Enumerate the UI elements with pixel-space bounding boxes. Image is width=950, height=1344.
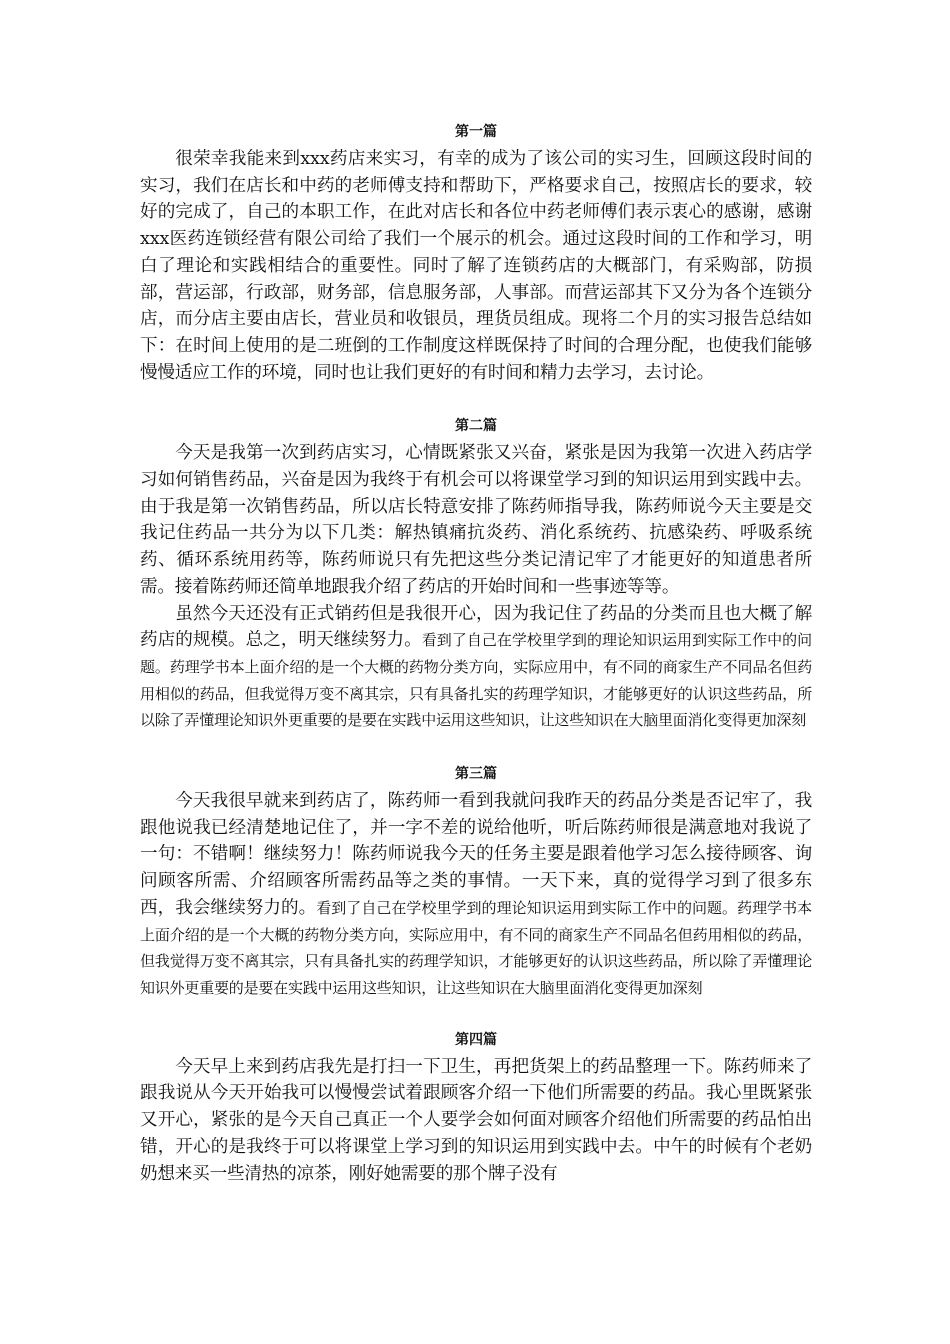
section-paragraph bbox=[140, 440, 812, 600]
section-3 bbox=[140, 760, 812, 1002]
section-title: 第四篇 bbox=[455, 1031, 497, 1048]
document-page bbox=[140, 118, 812, 1187]
section-title: 第三篇 bbox=[455, 766, 497, 783]
paragraph-text: 虽然今天还没有正式销药但是我很开心，因为我记住了药品的分类而且也大概了解药店的规模。总之，明天继续努力。 bbox=[140, 603, 812, 651]
section-title: 第二篇 bbox=[455, 418, 497, 435]
section-paragraph bbox=[140, 788, 812, 1002]
paragraph-text: 今天我很早就来到药店了，陈药师一看到我就问我昨天的药品分类是否记牢了，我跟他说我已经清楚地记住了，并一字不差的说给他听，听后陈药师很是满意地对我说了一句：不错啊！继续努力！陈药师说我今天的任务主要是跟着他学习怎么接待顾客、询问顾客所需、介绍顾客所需药品等之类的事情。一天下来，真的觉得学习到了很多东西，我会继续努力的。 bbox=[140, 791, 812, 918]
section-2 bbox=[140, 412, 812, 734]
section-1 bbox=[140, 118, 812, 386]
section-paragraph bbox=[140, 146, 812, 386]
paragraph-text-small: 看到了自己在学校里学到的理论知识运用到实际工作中的问题。药理学书本上面介绍的是一个大概的药物分类方向，实际应用中，有不同的商家生产不同品名但药用相似的药品，但我觉得万变不离其宗，只有具备扎实的药理学知识，才能够更好的认识这些药品，所以除了弄懂理论知识外更重要的是要在实践中运用这些知识，让这些知识在大脑里面消化变得更加深刻 bbox=[140, 898, 812, 997]
paragraph-text: 今天早上来到药店我先是打扫一下卫生，再把货架上的药品整理一下。陈药师来了跟我说从今天开始我可以慢慢尝试着跟顾客介绍一下他们所需要的药品。我心里既紧张又开心，紧张的是今天自己真正一个人要学会如何面对顾客介绍他们所需要的药品怕出错，开心的是我终于可以将课堂上学习到的知识运用到实践中去。中午的时候有个老奶奶想来买一些清热的凉茶，刚好她需要的那个牌子没有 bbox=[140, 1056, 812, 1184]
paragraph-text: 很荣幸我能来到xxx药店来实习，有幸的成为了该公司的实习生，回顾这段时间的实习，我们在店长和中药的老师傅支持和帮助下，严格要求自己，按照店长的要求，较好的完成了，自己的本职工作，在此对店长和各位中药老师傅们表示衷心的感谢，感谢xxx医药连锁经营有限公司给了我们一个展示的机会。通过这段时间的工作和学习，明白了理论和实践相结合的重要性。同时了解了连锁药店的大概部门，有采购部，防损部，营运部，行政部，财务部，信息服务部，人事部。而营运部其下又分为各个连锁分店，而分店主要由店长，营业员和收银员，理货员组成。现将二个月的实习报告总结如下：在时间上使用的是二班倒的工作制度这样既保持了时间的合理分配，也使我们能够慢慢适应工作的环境，同时也让我们更好的有时间和精力去学习，去讨论。 bbox=[140, 149, 812, 383]
section-title: 第一篇 bbox=[455, 124, 497, 140]
paragraph-text-small: 看到了自己在学校里学到的理论知识运用到实际工作中的问题。药理学书本上面介绍的是一个大概的药物分类方向，实际应用中，有不同的商家生产不同品名但药用相似的药品，但我觉得万变不离其宗，只有具备扎实的药理学知识，才能够更好的认识这些药品，所以除了弄懂理论知识外更重要的是要在实践中运用这些知识，让这些知识在大脑里面消化变得更加深刻 bbox=[140, 631, 812, 730]
paragraph-text: 今天是我第一次到药店实习，心情既紧张又兴奋，紧张是因为我第一次进入药店学习如何销售药品，兴奋是因为我终于有机会可以将课堂学习到的知识运用到实践中去。由于我是第一次销售药品，所以店长特意安排了陈药师指导我，陈药师说今天主要是交我记住药品一共分为以下几类：解热镇痛抗炎药、消化系统药、抗感染药、呼吸系统药、循环系统用药等，陈药师说只有先把这些分类记清记牢了才能更好的知道患者所需。接着陈药师还简单地跟我介绍了药店的开始时间和一些事迹等等。 bbox=[140, 443, 812, 597]
section-paragraph bbox=[140, 1054, 812, 1188]
section-4 bbox=[140, 1026, 812, 1188]
section-paragraph bbox=[140, 601, 812, 735]
